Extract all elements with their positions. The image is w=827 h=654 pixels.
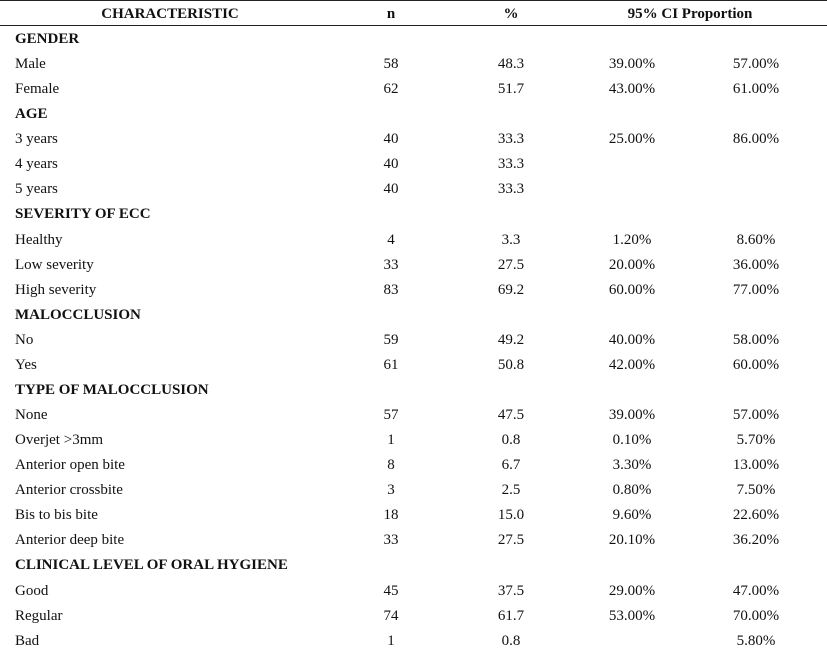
cell-percent: 33.3 xyxy=(497,156,525,173)
cell-ci-lower: 0.10% xyxy=(612,432,652,449)
row-label: Anterior open bite xyxy=(15,457,125,474)
row-label: Bad xyxy=(15,632,40,649)
section-label: MALOCCLUSION xyxy=(15,306,141,323)
cell-percent: 50.8 xyxy=(497,356,525,373)
row-label: None xyxy=(15,407,48,424)
cell-ci-upper: 86.00% xyxy=(732,131,780,148)
row-label: 4 years xyxy=(15,156,58,173)
cell-ci-lower: 20.10% xyxy=(608,532,656,549)
row-label: Good xyxy=(15,582,49,599)
cell-ci-upper: 13.00% xyxy=(732,457,780,474)
cell-ci-lower: 40.00% xyxy=(608,331,656,348)
row-label: Low severity xyxy=(15,256,94,273)
cell-ci-lower: 25.00% xyxy=(608,131,656,148)
cell-ci-lower: 60.00% xyxy=(608,281,656,298)
row-label: Yes xyxy=(15,356,37,373)
cell-ci-lower: 39.00% xyxy=(608,56,656,73)
cell-percent: 2.5 xyxy=(501,482,521,499)
section-label: GENDER xyxy=(15,31,80,47)
row-label: Healthy xyxy=(15,231,63,248)
header-ci-proportion: 95% CI Proportion xyxy=(627,6,753,22)
cell-ci-lower: 20.00% xyxy=(608,256,656,273)
table-header xyxy=(0,0,827,26)
cell-percent: 61.7 xyxy=(497,607,525,624)
cell-percent: 0.8 xyxy=(501,632,521,649)
cell-ci-upper: 60.00% xyxy=(732,356,780,373)
cell-n: 18 xyxy=(383,507,399,524)
cell-percent: 51.7 xyxy=(497,81,525,98)
cell-ci-upper: 61.00% xyxy=(732,81,780,98)
cell-percent: 3.3 xyxy=(501,231,521,248)
cell-ci-upper: 7.50% xyxy=(736,482,776,499)
row-label: Bis to bis bite xyxy=(15,507,98,524)
cell-ci-lower: 9.60% xyxy=(612,507,652,524)
cell-n: 61 xyxy=(383,356,399,373)
cell-n: 45 xyxy=(383,582,399,599)
cell-ci-lower: 39.00% xyxy=(608,407,656,424)
cell-ci-lower: 3.30% xyxy=(612,457,652,474)
cell-percent: 47.5 xyxy=(497,407,525,424)
cell-percent: 33.3 xyxy=(497,131,525,148)
row-label: Anterior crossbite xyxy=(15,482,123,499)
row-label: Regular xyxy=(15,607,63,624)
header-percent: % xyxy=(503,6,519,22)
cell-percent: 69.2 xyxy=(497,281,525,298)
cell-ci-upper: 22.60% xyxy=(732,507,780,524)
cell-n: 57 xyxy=(383,407,399,424)
cell-percent: 6.7 xyxy=(501,457,521,474)
cell-n: 4 xyxy=(387,231,395,248)
cell-percent: 49.2 xyxy=(497,331,525,348)
row-label: High severity xyxy=(15,281,97,298)
row-label: Female xyxy=(15,81,60,98)
cell-n: 1 xyxy=(387,632,395,649)
cell-ci-lower: 1.20% xyxy=(612,231,652,248)
cell-percent: 27.5 xyxy=(497,532,525,549)
cell-n: 40 xyxy=(383,156,399,173)
row-label: 5 years xyxy=(15,181,58,198)
cell-n: 62 xyxy=(383,81,399,98)
row-label: Anterior deep bite xyxy=(15,532,125,549)
cell-ci-upper: 47.00% xyxy=(732,582,780,599)
row-label: No xyxy=(15,331,34,348)
cell-ci-lower: 29.00% xyxy=(608,582,656,599)
cell-n: 40 xyxy=(383,131,399,148)
section-label: TYPE OF MALOCCLUSION xyxy=(15,381,209,398)
section-label: SEVERITY OF ECC xyxy=(15,206,151,223)
header-n: n xyxy=(386,6,396,22)
cell-n: 83 xyxy=(383,281,399,298)
cell-ci-lower: 42.00% xyxy=(608,356,656,373)
cell-ci-upper: 57.00% xyxy=(732,407,780,424)
header-characteristic: CHARACTERISTIC xyxy=(101,6,239,22)
cell-ci-upper: 5.70% xyxy=(736,432,776,449)
cell-n: 33 xyxy=(383,256,399,273)
cell-ci-upper: 58.00% xyxy=(732,331,780,348)
cell-n: 74 xyxy=(383,607,399,624)
cell-ci-upper: 57.00% xyxy=(732,56,780,73)
section-label: CLINICAL LEVEL OF ORAL HYGIENE xyxy=(15,557,288,574)
cell-n: 59 xyxy=(383,331,399,348)
cell-percent: 48.3 xyxy=(497,56,525,73)
cell-ci-lower: 43.00% xyxy=(608,81,656,98)
cell-ci-upper: 5.80% xyxy=(736,632,776,649)
cell-n: 40 xyxy=(383,181,399,198)
cell-n: 1 xyxy=(387,432,395,449)
cell-ci-upper: 36.20% xyxy=(732,532,780,549)
section-label: AGE xyxy=(15,106,48,123)
cell-n: 33 xyxy=(383,532,399,549)
row-label: 3 years xyxy=(15,131,58,148)
row-label: Male xyxy=(15,56,46,73)
cell-percent: 0.8 xyxy=(501,432,521,449)
cell-percent: 33.3 xyxy=(497,181,525,198)
cell-ci-upper: 70.00% xyxy=(732,607,780,624)
cell-percent: 15.0 xyxy=(497,507,525,524)
cell-percent: 27.5 xyxy=(497,256,525,273)
cell-ci-lower: 53.00% xyxy=(608,607,656,624)
cell-ci-upper: 77.00% xyxy=(732,281,780,298)
cell-n: 8 xyxy=(387,457,395,474)
row-label: Overjet >3mm xyxy=(15,432,104,449)
cell-percent: 37.5 xyxy=(497,582,525,599)
cell-ci-lower: 0.80% xyxy=(612,482,652,499)
cell-n: 3 xyxy=(387,482,395,499)
cell-ci-upper: 36.00% xyxy=(732,256,780,273)
cell-ci-upper: 8.60% xyxy=(736,231,776,248)
cell-n: 58 xyxy=(383,56,399,73)
